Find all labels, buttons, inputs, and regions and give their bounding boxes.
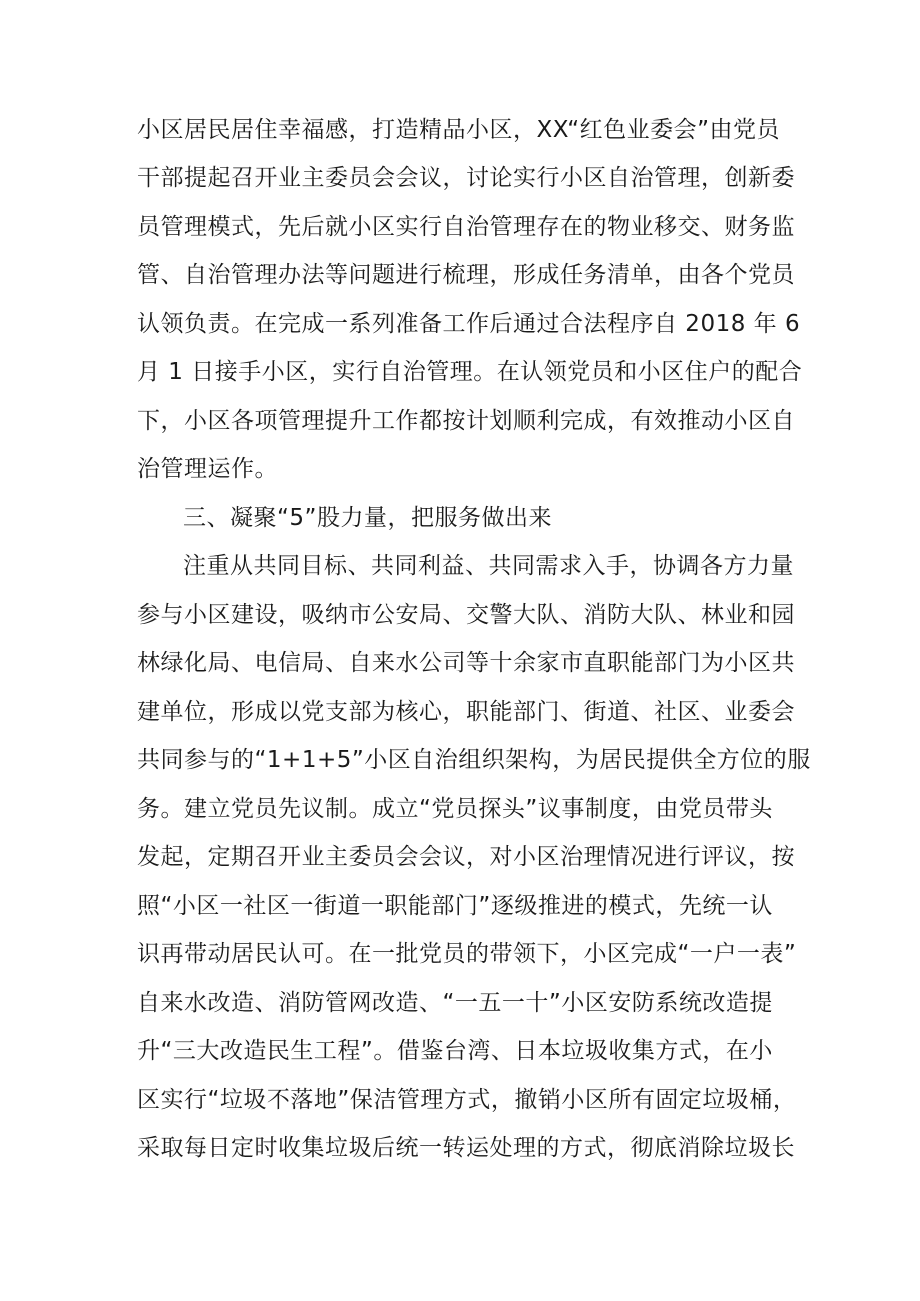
paragraph-line: 下，小区各项管理提升工作都按计划顺利完成，有效推动小区自 [137, 408, 795, 434]
paragraph-line: 共同参与的“1+1+5”小区自治组织架构，为居民提供全方位的服 [137, 747, 811, 773]
paragraph-line: 参与小区建设，吸纳市公安局、交警大队、消防大队、林业和园 [137, 602, 795, 628]
paragraph-line: 照“小区一社区一街道一职能部门”逐级推进的模式，先统一认 [137, 893, 773, 919]
paragraph-line: 采取每日定时收集垃圾后统一转运处理的方式，彻底消除垃圾长 [137, 1135, 795, 1161]
paragraph-line: 注重从共同目标、共同利益、共同需求入手，协调各方力量 [183, 553, 794, 579]
paragraph-line: 林绿化局、电信局、自来水公司等十余家市直职能部门为小区共 [137, 650, 795, 676]
paragraph-line: 务。建立党员先议制。成立“党员探头”议事制度，由党员带头 [137, 796, 773, 822]
section-heading: 三、凝聚“5”股力量，把服务做出来 [183, 505, 552, 531]
paragraph-line: 自来水改造、消防管网改造、“一五一十”小区安防系统改造提 [137, 990, 773, 1016]
paragraph-line: 月 1 日接手小区，实行自治管理。在认领党员和小区住户的配合 [137, 359, 803, 385]
paragraph-line: 员管理模式，先后就小区实行自治管理存在的物业移交、财务监 [137, 214, 795, 240]
paragraph-line: 升“三大改造民生工程”。借鉴台湾、日本垃圾收集方式，在小 [137, 1038, 773, 1064]
paragraph-line: 区实行“垃圾不落地”保洁管理方式，撤销小区所有固定垃圾桶， [137, 1087, 797, 1113]
paragraph-line: 管、自治管理办法等问题进行梳理，形成任务清单，由各个党员 [137, 262, 795, 288]
paragraph-line: 小区居民居住幸福感，打造精品小区，XX“红色业委会”由党员 [137, 117, 781, 143]
paragraph-line: 治管理运作。 [137, 456, 278, 482]
paragraph-line: 发起，定期召开业主委员会会议，对小区治理情况进行评议，按 [137, 844, 795, 870]
paragraph-line: 认领负责。在完成一系列准备工作后通过合法程序自 2018 年 6 [137, 311, 801, 337]
paragraph-line: 识再带动居民认可。在一批党员的带领下，小区完成“一户一表” [137, 941, 797, 967]
paragraph-line: 建单位，形成以党支部为核心，职能部门、街道、社区、业委会 [137, 699, 795, 725]
paragraph-line: 干部提起召开业主委员会会议，讨论实行小区自治管理，创新委 [137, 165, 795, 191]
